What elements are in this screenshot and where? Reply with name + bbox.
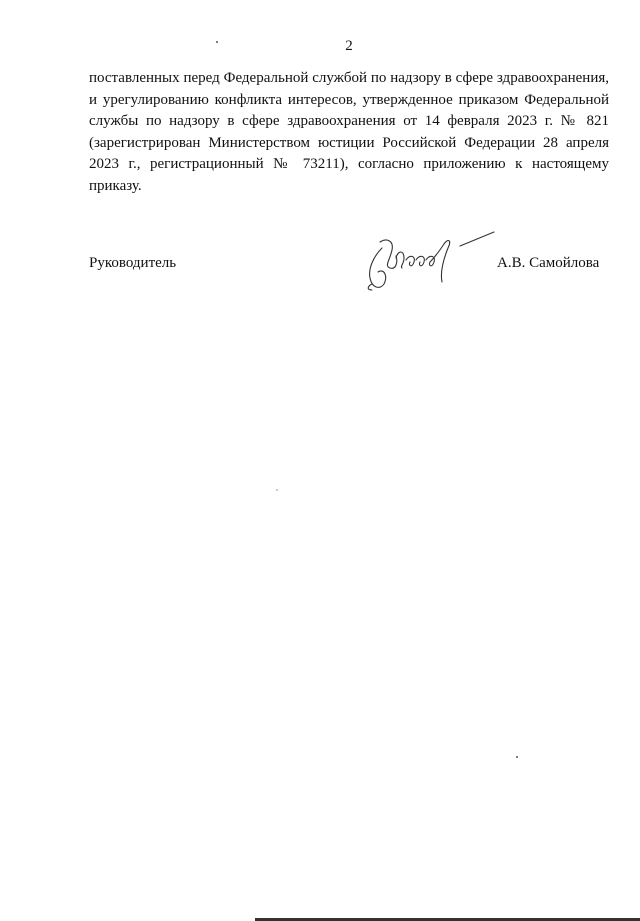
body-paragraph — [89, 68, 609, 197]
page-number: 2 — [345, 38, 353, 54]
scan-speck — [276, 489, 278, 491]
scan-speck — [516, 756, 518, 758]
handwritten-signature — [360, 228, 500, 294]
signatory-position: Руководитель — [89, 255, 177, 271]
scan-speck — [216, 41, 218, 43]
paragraph-text: поставленных перед Федеральной службой по надзору в сфере здравоохранения, и урегулированию конфликта интересов, утвержденное приказом Федеральной службы по надзору в сфере здравоохранения от 14 февраля 2023 г. № 821 (зарегистрирован Министерством юстиции Российской Федерации 28 апреля 2023 г., регистрационный № 73211), согласно приложению к настоящему приказу. — [89, 70, 609, 194]
signatory-name: А.В. Самойлова — [497, 255, 600, 271]
